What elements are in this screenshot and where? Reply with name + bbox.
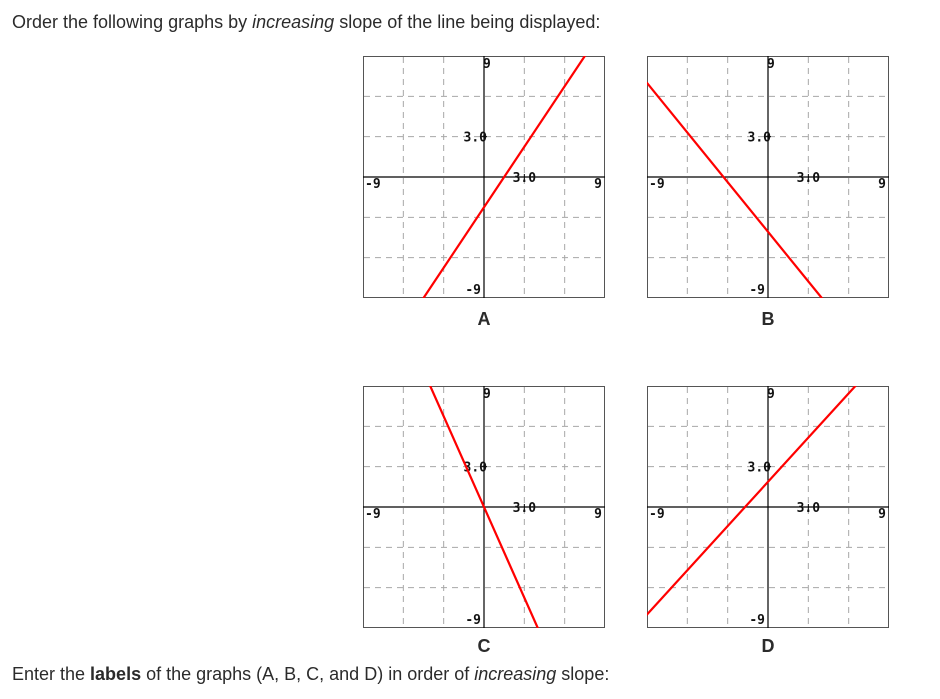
graph-b-y-mid-label: 3.0 (747, 130, 771, 146)
graph-c-plot (363, 386, 605, 628)
graph-c-y-top-label: 9 (483, 387, 491, 402)
graph-d-label: D (761, 636, 775, 656)
question-text (12, 10, 600, 34)
graph-a-x-mid-label: 3.0 (512, 171, 537, 186)
question-text-end: slope of the line being displayed: (334, 12, 601, 32)
graph-c (363, 386, 605, 628)
question-emphasis: increasing (252, 12, 335, 32)
prompt-text-start: Enter the (12, 664, 91, 684)
graph-b-y-top-label: 9 (767, 57, 775, 72)
graph-d-y-mid-label: 3.0 (747, 460, 771, 476)
graph-d-x-left-label: -9 (649, 507, 665, 522)
prompt-emphasis: increasing (474, 664, 557, 684)
graph-c-x-right-label: 9 (594, 507, 602, 522)
graph-a-y-mid-label: 3.0 (463, 130, 487, 146)
prompt-bold: labels (90, 664, 142, 684)
graph-c-x-mid-label: 3.0 (512, 501, 537, 516)
graph-c-x-left-label: -9 (365, 507, 381, 522)
graph-d-y-top-label: 9 (767, 387, 775, 402)
graph-b-x-left-label: -9 (649, 177, 665, 192)
graph-d-x-right-label: 9 (878, 507, 886, 522)
graph-c-label: C (477, 636, 491, 656)
graph-a-plot (363, 56, 605, 298)
question-text-start: Order the following graphs by (12, 12, 253, 32)
graph-a-x-left-label: -9 (365, 177, 381, 192)
prompt-text-end: slope: (556, 664, 610, 684)
graph-b (647, 56, 889, 298)
answer-prompt (12, 662, 609, 686)
graph-d-plot (647, 386, 889, 628)
graph-b-label: B (761, 309, 775, 329)
graph-a-x-right-label: 9 (594, 177, 602, 192)
graph-a-label: A (477, 309, 491, 329)
prompt-text-middle: of the graphs (A, B, C, and D) in order of (141, 664, 475, 684)
graph-c-y-mid-label: 3.0 (463, 460, 487, 476)
graph-d (647, 386, 889, 628)
graph-d-y-bottom-label: -9 (749, 613, 765, 628)
graph-b-y-bottom-label: -9 (749, 283, 765, 298)
graph-a (363, 56, 605, 298)
graph-a-y-top-label: 9 (483, 57, 491, 72)
graph-b-plot (647, 56, 889, 298)
graph-b-x-right-label: 9 (878, 177, 886, 192)
graph-d-x-mid-label: 3.0 (796, 501, 821, 516)
graph-c-y-bottom-label: -9 (465, 613, 481, 628)
graph-a-y-bottom-label: -9 (465, 283, 481, 298)
graph-b-x-mid-label: 3.0 (796, 171, 821, 186)
